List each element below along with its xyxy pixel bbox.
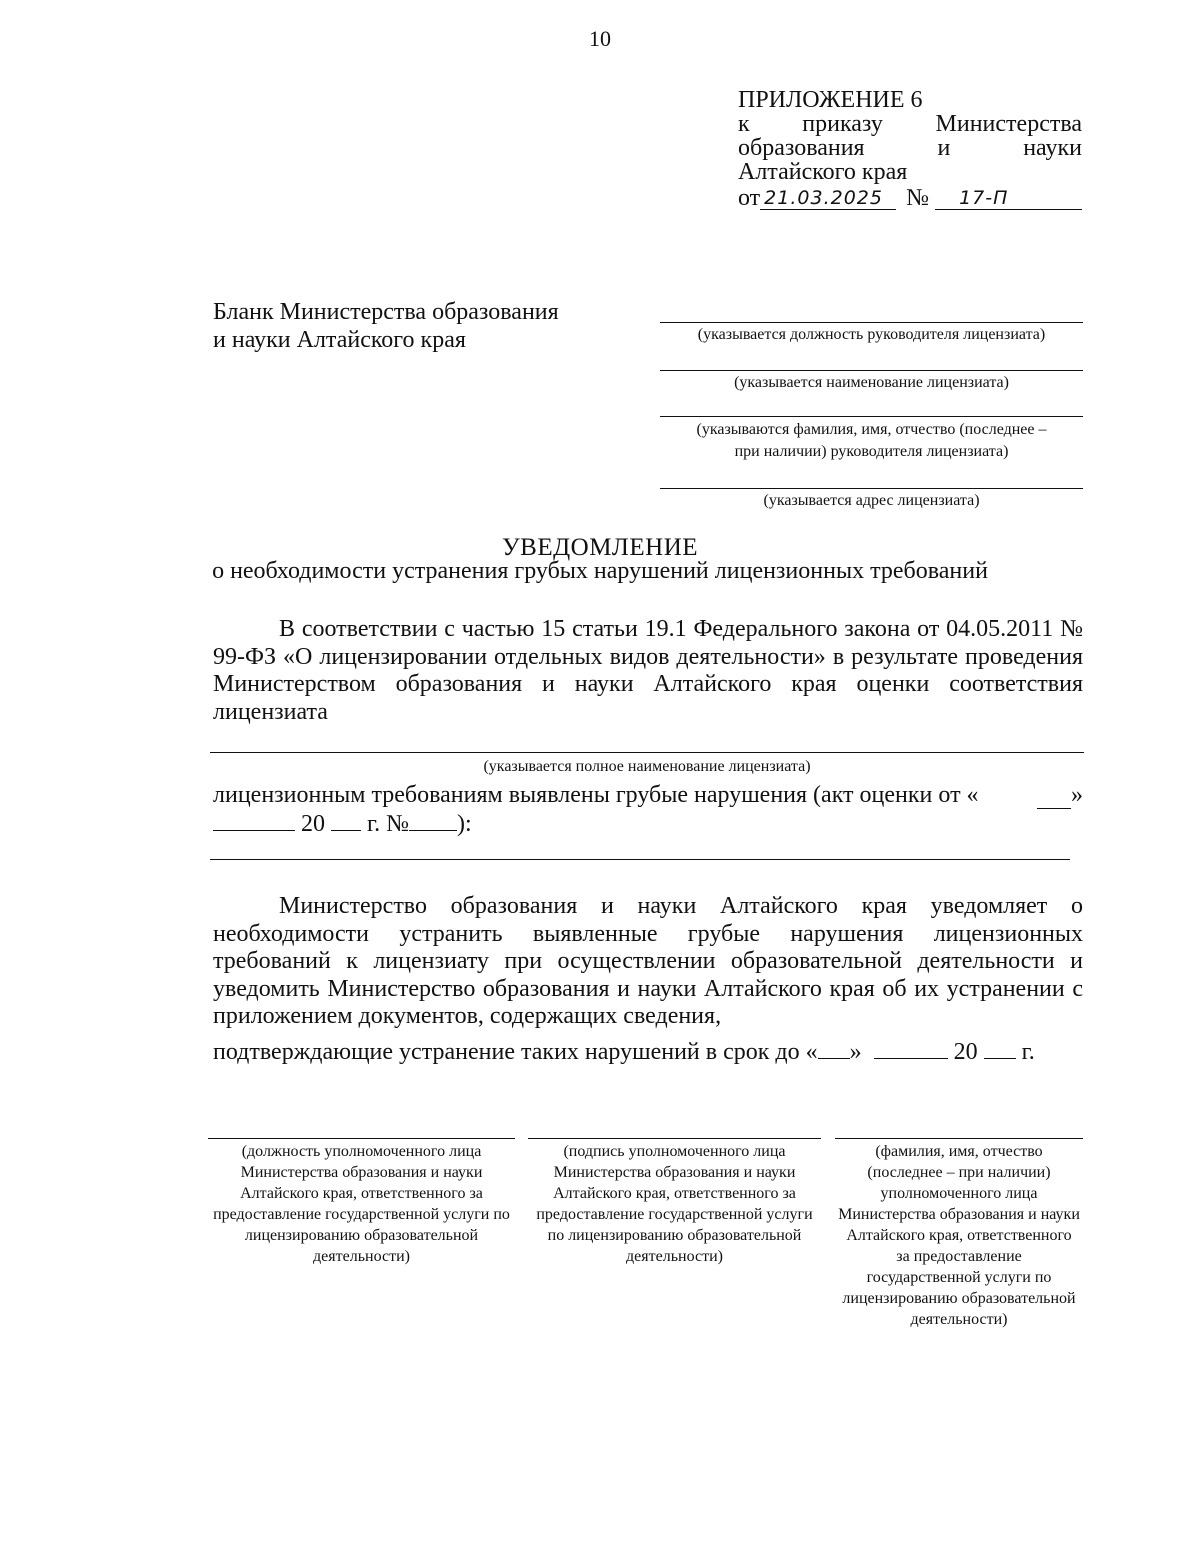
deadline-year-prefix: 20 bbox=[953, 1039, 978, 1065]
appendix-header bbox=[738, 88, 1082, 210]
act-year-blank bbox=[331, 810, 361, 831]
paragraph-requirement: Министерство образования и науки Алтайского края уведомляет о необходимости устранить выявленные грубые нарушения лицензионных требований к лицензиату при осуществлении образовательной деятельности и уведомить Министерство образования и науки Алтайского края об их устранении с приложением документов, содержащих сведения, bbox=[213, 893, 1083, 1029]
handwritten-date: 21.03.2025 bbox=[760, 187, 896, 210]
address-fill-line bbox=[660, 488, 1083, 489]
address-caption: (указывается адрес лицензиата) bbox=[763, 492, 980, 509]
position-caption: (указывается должность руководителя лицензиата) bbox=[697, 326, 1046, 343]
page-number: 10 bbox=[589, 26, 611, 51]
act-year-prefix: 20 bbox=[301, 811, 325, 837]
number-label: № bbox=[906, 185, 930, 211]
act-day-close: » bbox=[1071, 782, 1083, 808]
order-date-number-row bbox=[738, 186, 1082, 210]
notice-subtitle: о необходимости устранения грубых нарушений лицензионных требований bbox=[212, 558, 988, 584]
letterhead-line-2: и науки Алтайского края bbox=[213, 327, 466, 353]
full-name-fill-line bbox=[210, 752, 1084, 753]
appendix-line-3: Алтайского края bbox=[738, 159, 908, 185]
violations-fill-line bbox=[210, 859, 1070, 860]
act-month-blank bbox=[213, 810, 295, 831]
date-prefix: от bbox=[738, 185, 761, 211]
full-name-caption: (указывается полное наименование лицензиата) bbox=[483, 758, 811, 775]
name-fill-line bbox=[660, 370, 1083, 371]
paragraph-legal-basis: В соответствии с частью 15 статьи 19.1 Федерального закона от 04.05.2011 № 99-ФЗ «О лицензировании отдельных видов деятельности» в результате проведения Министерством образования и науки Алтайского края оценки соответствия лицензиата bbox=[213, 616, 1083, 725]
appendix-line-1: к приказу Министерства bbox=[738, 111, 1082, 137]
deadline-year-blank bbox=[984, 1038, 1016, 1059]
signature-line-fio bbox=[835, 1138, 1083, 1139]
deadline-g: г. bbox=[1021, 1039, 1035, 1065]
position-fill-line bbox=[660, 322, 1083, 323]
deadline-day-close: » bbox=[849, 1039, 862, 1065]
name-caption: (указывается наименование лицензиата) bbox=[734, 374, 1009, 391]
fio-fill-line bbox=[660, 416, 1083, 417]
handwritten-order-number: 17-П bbox=[935, 187, 1082, 210]
letterhead-placeholder bbox=[213, 298, 559, 354]
deadline-day-blank bbox=[818, 1038, 850, 1059]
act-close: ): bbox=[457, 811, 472, 837]
act-g-no: г. № bbox=[367, 811, 410, 837]
act-number-blank bbox=[409, 810, 457, 831]
violations-text: лицензионным требованиям выявлены грубые нарушения (акт оценки от « bbox=[213, 782, 979, 808]
appendix-title: ПРИЛОЖЕНИЕ 6 bbox=[738, 87, 923, 113]
fio-caption-2: при наличии) руководителя лицензиата) bbox=[734, 443, 1009, 460]
deadline-line bbox=[213, 1038, 1083, 1066]
signature-line-sign bbox=[528, 1138, 821, 1139]
signature-caption-position: (должность уполномоченного лица Министерства образования и науки Алтайского края, ответственного за предоставление государственной услуги по лицензированию образовательной деятельности) bbox=[213, 1143, 510, 1265]
deadline-text: подтверждающие устранение таких нарушений в срок до « bbox=[213, 1039, 818, 1065]
act-date-line bbox=[213, 810, 472, 838]
signature-caption-fio: (фамилия, имя, отчество (последнее – при наличии) уполномоченного лица Министерства образования и науки Алтайского края, ответственного за предоставление государственной услуги по лицензированию образовательной деятельности) bbox=[838, 1143, 1080, 1328]
violations-line bbox=[213, 782, 1083, 809]
act-day-blank bbox=[1037, 788, 1071, 809]
fio-caption-1: (указываются фамилия, имя, отчество (последнее – bbox=[696, 421, 1047, 438]
signature-caption-sign: (подпись уполномоченного лица Министерства образования и науки Алтайского края, ответственного за предоставление государственной услуги по лицензированию образовательной деятельности) bbox=[536, 1143, 813, 1265]
appendix-line-2: образования и науки bbox=[738, 135, 1082, 161]
deadline-month-blank bbox=[874, 1038, 948, 1059]
notice-title: УВЕДОМЛЕНИЕ bbox=[501, 534, 699, 561]
letterhead-line-1: Бланк Министерства образования bbox=[213, 299, 559, 325]
signature-line-position bbox=[208, 1138, 515, 1139]
